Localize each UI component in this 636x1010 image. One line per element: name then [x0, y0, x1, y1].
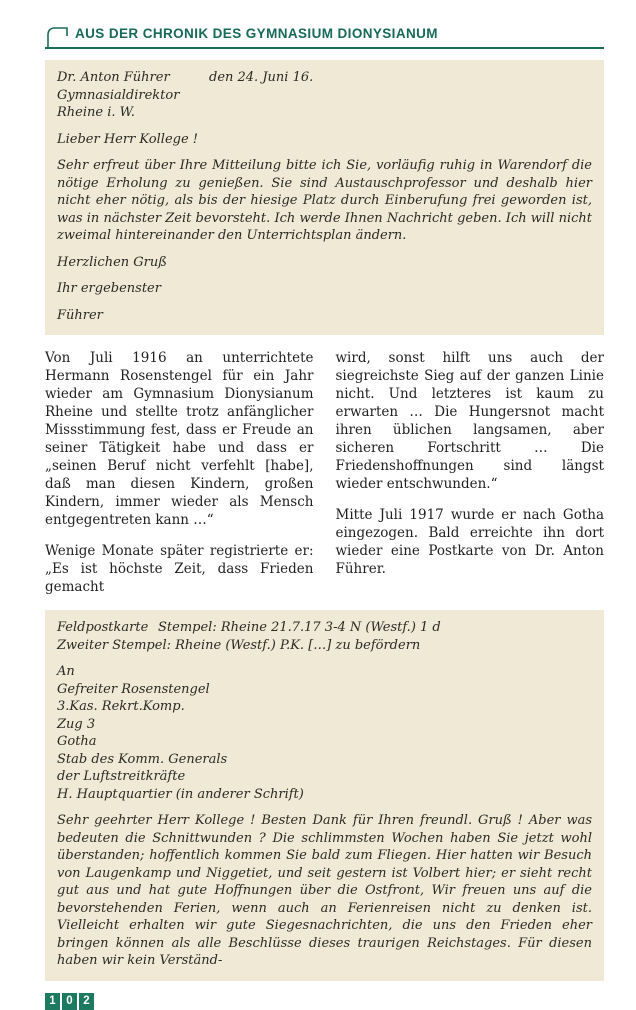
address-line-stab: Stab des Komm. Generals	[57, 751, 228, 767]
letter-box-1916	[45, 60, 604, 335]
address-line-an: An	[57, 664, 75, 679]
address-line-company: 3.Kas. Rekrt.Komp.	[57, 699, 185, 714]
feldpostkarte-label: Feldpostkarte	[57, 620, 149, 635]
address-line-hauptquartier: H. Hauptquartier (in anderer Schrift)	[57, 786, 304, 802]
right-paragraph-2: Mitte Juli 1917 wurde er nach Gotha eingezogen. Bald erreichte ihn dort wieder eine Postkarte von Dr. Anton Führer.	[335, 507, 604, 577]
feldpostkarte-stamp-row	[57, 619, 592, 637]
body-column-right	[336, 349, 605, 596]
address-line-zug: Zug 3	[57, 716, 96, 732]
left-paragraph-2: Wenige Monate später registrierte er: „Es ist höchste Zeit, dass Frieden gemacht	[45, 543, 314, 595]
right-paragraph-1: wird, sonst hilft uns auch der siegreichste Sieg auf der ganzen Linie nicht. Und letzteres ist kaum zu erwarten … Die Hungersnot macht ihren üblichen langsamen, aber sicheren Fortschritt … Die Friedenshoffnungen sind längst wieder entschwunden.“	[335, 350, 604, 492]
left-paragraph-1: Von Juli 1916 an unterrichtete Hermann Rosenstengel für ein Jahr wieder am Gymnasium Dionysianum Rheine und stellte trotz anfänglicher Missstimmung fest, dass er Freude an seiner Tätigkeit habe und dass er „seinen Beruf nicht verfehlt [habe], daß man diesen Kindern, großen Kindern, immer wieder als Mensch entgegentreten kann …“	[45, 350, 314, 528]
letter1-sender-name: Dr. Anton Führer	[57, 70, 170, 85]
feldpostkarte-stamp1: Stempel: Rheine 21.7.17 3-4 N (Westf.) 1 d	[158, 620, 441, 635]
letter1-sender-city: Rheine i. W.	[57, 105, 135, 120]
feldpostkarte-body: Sehr geehrter Herr Kollege ! Besten Dank für Ihren freundl. Gruß ! Aber was bedeuten die Schnittwunden ? Die schlimmsten Wochen haben Sie jetzt wohl überstanden; hoffentlich kommen Sie bald zum Fliegen. Hier hatten wir Besuch von Laugenkamp und Niggetiet, und seit gestern ist Volbert hier; er sieht recht gut aus und hat gute Hoffnungen über die Ostfront, Wir freuen uns auf die bevorstehenden Ferien, wenn auch an Ferienreisen nicht zu denken ist. Vielleicht erhalten wir gute Siegesnachrichten, die uns den Frieden eher bringen können als alle Beschlüsse dieses traurigen Reichstages. Für diesen haben wir kein Verständ-	[57, 813, 592, 968]
body-column-left	[45, 349, 314, 596]
address-line-luftstreitkraefte: der Luftstreitkräfte	[57, 769, 186, 784]
two-column-body	[45, 349, 604, 596]
feldpostkarte-stamp2: Zweiter Stempel: Rheine (Westf.) P.K. […] zu befördern	[57, 637, 421, 653]
letter1-signature: Führer	[57, 307, 103, 323]
address-line-recipient: Gefreiter Rosenstengel	[57, 681, 210, 697]
address-line-city: Gotha	[57, 734, 97, 749]
page-number-digit-1: 1	[45, 993, 60, 1010]
letter1-sender-title: Gymnasialdirektor	[57, 87, 180, 103]
page-number-digit-2: 0	[62, 993, 77, 1010]
page-title: AUS DER CHRONIK DES GYMNASIUM DIONYSIANUM	[75, 26, 438, 41]
feldpostkarte-box	[45, 610, 604, 981]
page-number-digit-3: 2	[79, 993, 94, 1010]
chapter-tab-icon	[47, 25, 73, 49]
letter1-date: den 24. Juni 16.	[209, 70, 314, 85]
letter1-body: Sehr erfreut über Ihre Mitteilung bitte ich Sie, vorläufig ruhig in Warendorf die nötige Erholung zu genießen. Sie sind Austauschprofessor und deshalb hier nicht eher nötig, als bis der hiesige Platz durch Einberufung frei geworden ist, was in nächster Zeit bevorsteht. Ich werde Ihnen Nachricht geben. Ich will nicht zweimal hintereinander den Unterrichtsplan ändern.	[57, 158, 592, 243]
letter1-closing-phrase: Ihr ergebenster	[57, 281, 161, 296]
chapter-header	[45, 26, 604, 49]
letter1-salutation: Lieber Herr Kollege !	[57, 131, 199, 147]
page-number	[45, 993, 604, 1010]
letter1-sender-date-row	[57, 69, 592, 87]
letter1-closing-greeting: Herzlichen Gruß	[57, 254, 167, 270]
